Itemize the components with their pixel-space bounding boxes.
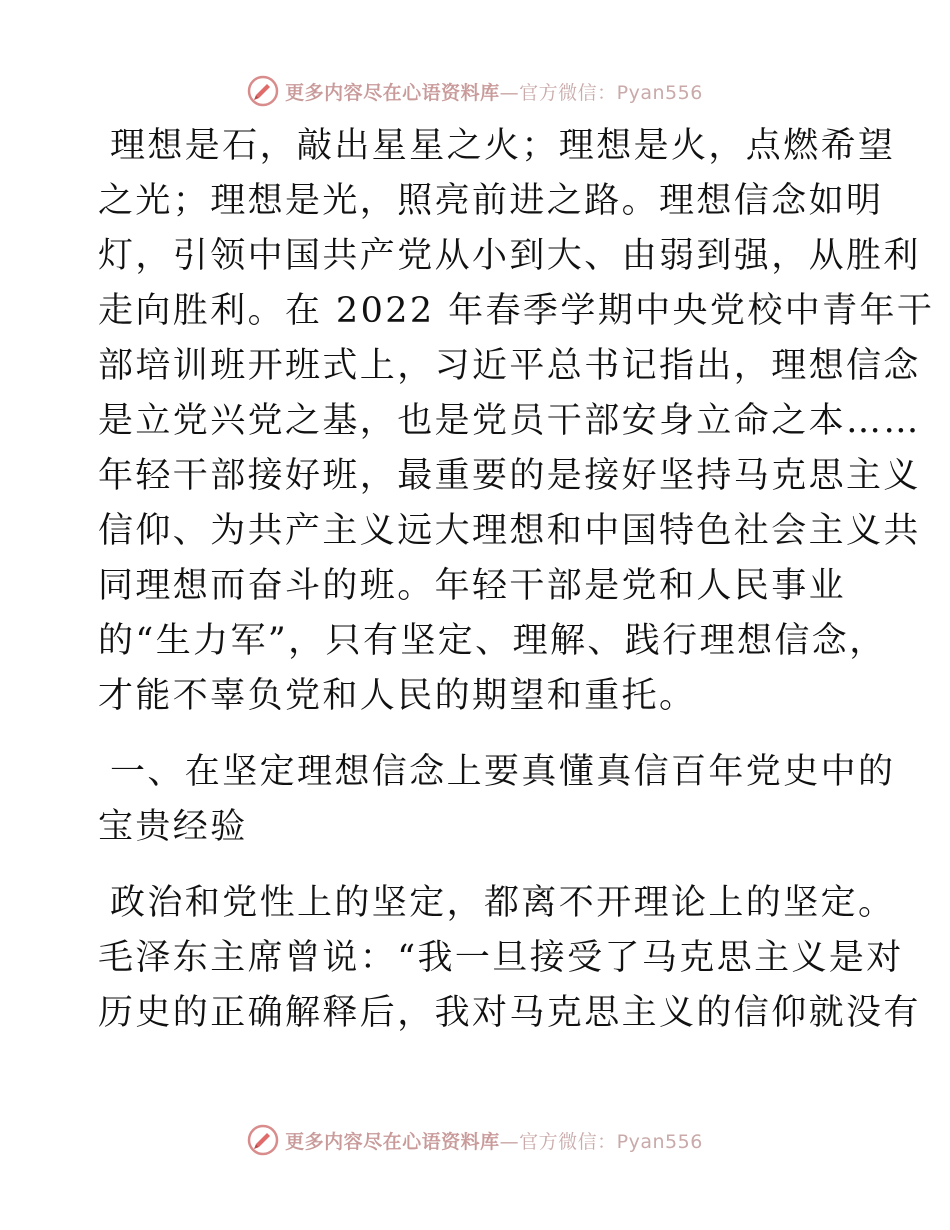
paragraph-line: 毛泽东主席曾说：“我一旦接受了马克思主义是对: [98, 938, 904, 978]
paragraph-line: 理想是石，敲出星星之火；理想是火，点燃希望: [110, 126, 896, 166]
watermark-footer: [0, 1120, 950, 1160]
paragraph-line: 部培训班开班式上，习近平总书记指出，理想信念: [98, 346, 921, 386]
watermark-main: 更多内容尽在心语资料库: [285, 81, 500, 104]
paragraph-line: 信仰、为共产主义远大理想和中国特色社会主义共: [98, 511, 921, 551]
watermark-main: 更多内容尽在心语资料库: [285, 1130, 500, 1153]
watermark-wechat: 官方微信：Pyan556: [519, 1130, 703, 1153]
paragraph-line: 同理想而奋斗的班。年轻干部是党和人民事业: [98, 566, 847, 606]
paragraph-line: 的“生力军”，只有坚定、理解、践行理想信念，: [98, 621, 887, 661]
watermark-text: [285, 78, 703, 105]
watermark-separator: —: [499, 1130, 520, 1153]
paragraph-line: 才能不辜负党和人民的期望和重托。: [98, 676, 697, 716]
brand-logo-icon: [247, 75, 279, 107]
paragraph-line: 灯，引领中国共产党从小到大、由弱到强，从胜利: [98, 236, 921, 276]
paragraph-line: 年轻干部接好班，最重要的是接好坚持马克思主义: [98, 456, 921, 496]
watermark-wechat: 官方微信：Pyan556: [519, 81, 703, 104]
section-heading-continued: 宝贵经验: [98, 807, 248, 847]
watermark-header: [0, 71, 950, 111]
section-heading: 一、在坚定理想信念上要真懂真信百年党史中的: [110, 752, 896, 792]
brand-logo-icon: [247, 1124, 279, 1156]
watermark-text: [285, 1127, 703, 1154]
paragraph-line: 走向胜利。在 2022 年春季学期中央党校中青年干: [98, 291, 935, 331]
watermark-separator: —: [499, 81, 520, 104]
paragraph-line: 政治和党性上的坚定，都离不开理论上的坚定。: [110, 883, 896, 923]
paragraph-line: 之光；理想是光，照亮前进之路。理想信念如明: [98, 181, 884, 221]
paragraph-line: 历史的正确解释后，我对马克思主义的信仰就没有: [98, 993, 921, 1033]
paragraph-line: 是立党兴党之基，也是党员干部安身立命之本……: [98, 401, 921, 441]
